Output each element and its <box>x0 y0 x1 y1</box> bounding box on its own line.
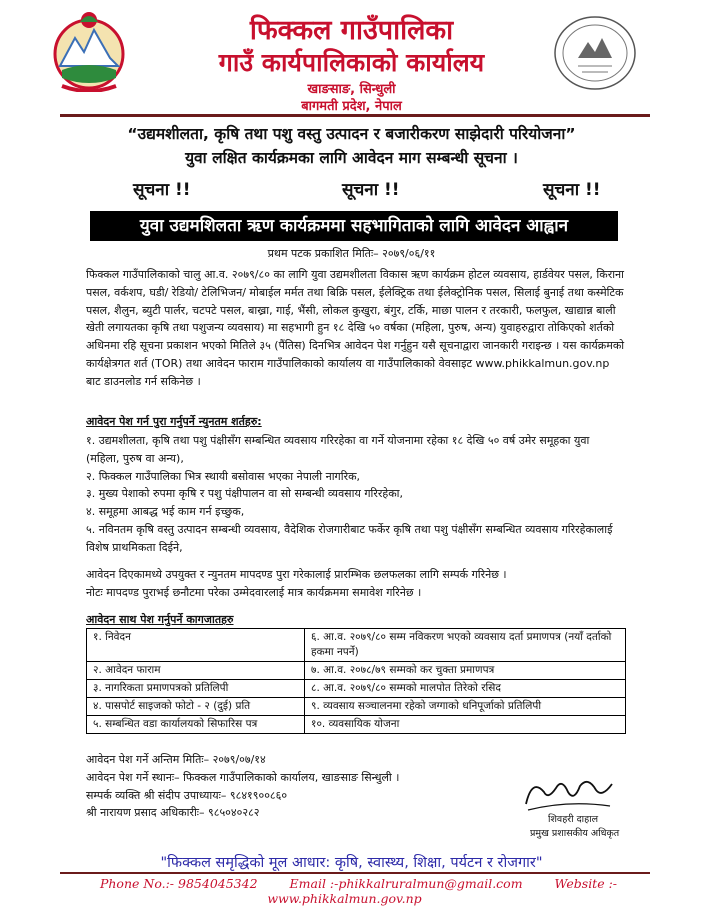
contact-person-1: सम्पर्क व्यक्ति श्री संदीप उपाध्यायः– ९८४१९००८६० <box>86 788 288 802</box>
notice-label-1: सूचना !! <box>133 180 191 200</box>
table-row <box>87 716 626 734</box>
table-cell: ८. आ.व. २०७९/८० सम्मको मालपोत तिरेको रसिद <box>305 680 626 698</box>
criteria-item: ५. नविनतम कृषि वस्तु उत्पादन सम्बन्धी व्यवसाय, वैदेशिक रोजगारीबाट फर्केर कृषि तथा पशु पंक्षीसँग सम्बन्धित व्यवसाय गरिरहेकालाई विशेष प्राथमिकता दिईने, <box>86 522 613 554</box>
office-name: फिक्कल गाउँपालिका <box>249 15 454 46</box>
table-cell: ३. नागरिकता प्रमाणपत्रको प्रतिलिपी <box>87 680 305 698</box>
criteria-item: ३. मुख्य पेशाको रुपमा कृषि र पशु पंक्षीपालन वा सो सम्बन्धी व्यवसाय गरिरहेका, <box>86 487 404 501</box>
table-row <box>87 680 626 698</box>
table-cell: १. निवेदन <box>87 629 305 662</box>
office-subtitle: गाउँ कार्यपालिकाको कार्यालय <box>218 48 485 77</box>
notice-subject: युवा लक्षित कार्यक्रमका लागि आवेदन माग सम्बन्धी सूचना । <box>185 149 518 167</box>
criteria-item: २. फिक्कल गाउँपालिका भित्र स्थायी बसोवास भएका नेपाली नागरिक, <box>86 469 361 483</box>
call-for-application-banner: युवा उद्यमशिलता ऋण कार्यक्रममा सहभागिताको लागि आवेदन आह्वान <box>90 211 618 241</box>
municipality-seal-icon <box>550 14 640 92</box>
table-row <box>87 698 626 716</box>
contact-note-line: आवेदन दिएकामध्ये उपयुक्त र न्युनतम मापदण्ड पुरा गरेकालाई प्रारम्भिक छलफलका लागि सम्पर्क गरिनेछ । <box>86 568 507 581</box>
table-cell: ९. व्यवसाय सञ्चालनमा रहेको जग्गाको धनिपूर्जाको प्रतिलिपी <box>305 698 626 716</box>
website-link[interactable]: Website :- www.phikkalmun.gov.np <box>267 876 618 906</box>
table-cell: ६. आ.व. २०७९/८० सम्म नविकरण भएको व्यवसाय दर्ता प्रमाणपत्र (नयाँ दर्ताको हकमा नपर्ने) <box>305 629 626 662</box>
criteria-heading: आवेदन पेश गर्न पुरा गर्नुपर्ने न्युनतम शर्तहरु: <box>86 415 262 428</box>
criteria-item: ४. समूहमा आबद्ध भई काम गर्न इच्छुक, <box>86 505 245 519</box>
office-location: खाङसाङ, सिन्धुली <box>307 82 396 97</box>
table-row <box>87 629 626 662</box>
documents-table <box>86 628 626 734</box>
contact-bar <box>0 876 703 906</box>
signatory-name: शिवहरी दाहाल <box>548 814 599 825</box>
header-divider <box>60 114 650 117</box>
table-cell: ७. आ.व. २०७८/७९ सम्मको कर चुक्ता प्रमाणपत्र <box>305 662 626 680</box>
criteria-item: १. उद्यमशीलता, कृषि तथा पशु पंक्षीसँग सम्बन्धित व्यवसाय गरिरहेका वा गर्ने योजनामा रहेका १८ देखि ५० वर्ष उमेर समूहका युवा (महिला, पुरुष वा अन्य), <box>86 434 590 465</box>
slogan: "फिक्कल समृद्धिको मूल आधार: कृषि, स्वास्थ्य, शिक्षा, पर्यटन र रोजगार" <box>160 855 543 871</box>
signatory-title: प्रमुख प्रशासकीय अधिकृत <box>530 828 620 839</box>
footer-divider <box>60 872 650 874</box>
contact-person-2: श्री नारायण प्रसाद अधिकारीः– ९८५०४०२८२ <box>86 806 260 820</box>
table-cell: ४. पासपोर्ट साइजको फोटो - २ (दुई) प्रति <box>87 698 305 716</box>
submission-place: आवेदन पेश गर्ने स्थानः– फिक्कल गाउँपालिकाको कार्यालय, खाङसाङ सिन्धुली । <box>86 770 400 784</box>
project-title: “उद्यमशीलता, कृषि तथा पशु वस्तु उत्पादन र बजारीकरण साझेदारी परियोजना” <box>127 125 576 143</box>
contact-note <box>86 566 626 602</box>
criteria-list <box>86 432 626 557</box>
contact-note-line: नोटः मापदण्ड पुराभई छनौटमा परेका उम्मेदवारलाई मात्र कार्यक्रममा समावेश गरिनेछ । <box>86 585 422 599</box>
deadline: आवेदन पेश गर्ने अन्तिम मितिः– २०७९/०७/१४ <box>86 753 266 766</box>
published-date: प्रथम पटक प्रकाशित मितिः– २०७९/०६/११ <box>267 247 436 260</box>
notice-label-2: सूचना !! <box>342 180 400 200</box>
intro-paragraph: फिक्कल गाउँपालिकाको चालु आ.व. २०७९/८० का लागि युवा उद्यमशीलता विकास ऋण कार्यक्रम होटल व्यवसाय, हार्डवेयर पसल, किराना पसल, वर्कशप, घडी/ रेडियो/ टेलिभिजन/ मोबाईल मर्मत तथा बिक्रि पसल, ईलेक्ट्रिक तथा ईलेक्ट्रोनिक पसल, सिलाई बुनाई तथा कस्मेटिक पसल, शैलुन, ब्युटी पार्लर, चटपटे पसल, बाख्रा, गाई, भैंसी, लोकल कुखुरा, बंगुर, टर्कि, माछा पालन र तरकारी, फलफुल, खाद्यान्न बाली खेती लगायतका कृषि तथा पशुजन्य व्यवसाय) मा सहभागी हुन १८ देखि ५० वर्षका (महिला, पुरुष, अन्य) युवाहरुद्वारा तोकिएको शर्तको अधिनमा रहि सूचना प्रकाशन भएको मितिले ३५ (पैंतिस) दिनभित्र आवेदन पेश गर्नुहुन यसै सूचनाद्वारा जानकारी गराइन्छ । यस कार्यक्रमको कार्यक्षेत्रगत शर्त (TOR) तथा आवेदन फाराम गाउँपालिकाको कार्यालय वा गाउँपालिकाको वेवसाइट www.phikkalmun.gov.np बाट डाउनलोड गर्न सकिनेछ । <box>86 268 625 388</box>
table-row <box>87 662 626 680</box>
office-province: बागमती प्रदेश, नेपाल <box>301 99 402 114</box>
signature-icon <box>518 770 618 818</box>
notice-label-3: सूचना !! <box>543 180 601 200</box>
table-cell: ५. सम्बन्धित वडा कार्यालयको सिफारिस पत्र <box>87 716 305 734</box>
documents-heading: आवेदन साथ पेश गर्नुपर्ने कागजातहरु <box>86 613 234 626</box>
email-address: Email :-phikkalruralmun@gmail.com <box>289 876 523 891</box>
table-cell: २. आवेदन फाराम <box>87 662 305 680</box>
table-cell: १०. व्यवसायिक योजना <box>305 716 626 734</box>
phone-number: Phone No.:- 9854045342 <box>99 876 258 891</box>
